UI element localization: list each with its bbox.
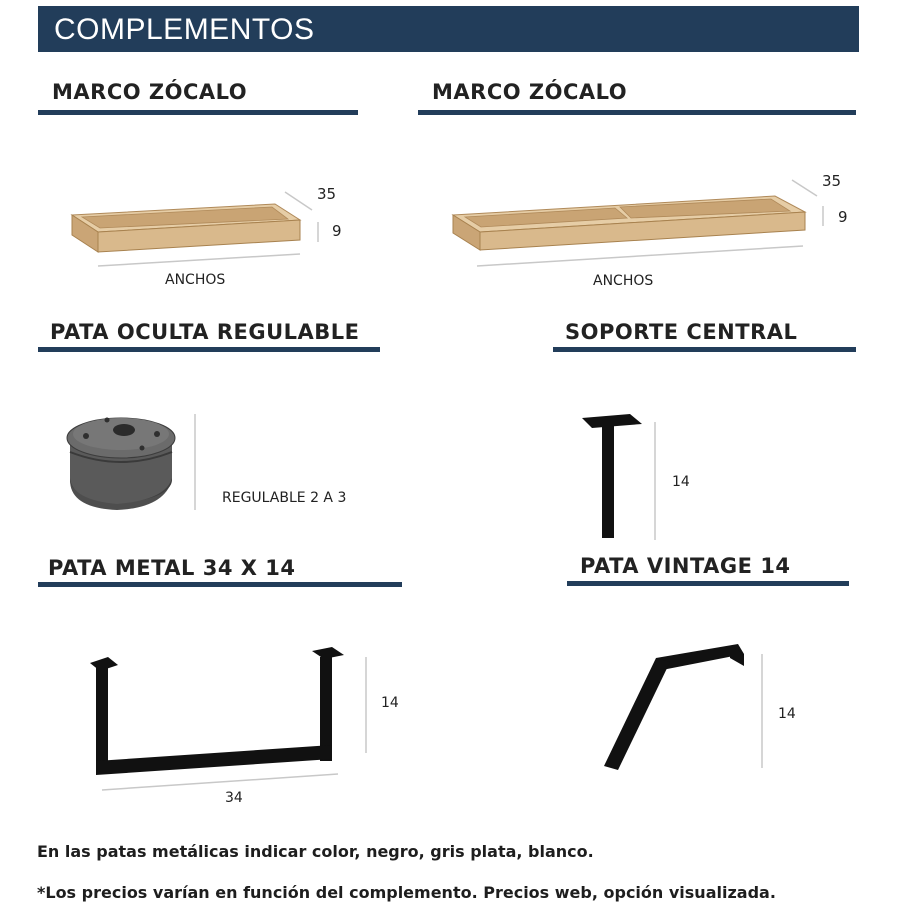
- pata-oculta-dimension: [188, 412, 202, 512]
- page-title: COMPLEMENTOS: [54, 13, 315, 46]
- section-title-marco-zocalo-2: MARCO ZÓCALO: [432, 80, 628, 104]
- section-title-pata-oculta: PATA OCULTA REGULABLE: [50, 320, 360, 344]
- marco-zocalo-2-height: 9: [838, 208, 848, 226]
- soporte-central-height: 14: [672, 474, 690, 490]
- section-divider: [553, 347, 856, 352]
- marco-zocalo-1-depth: 35: [317, 185, 337, 203]
- pata-metal-height-dimension: [359, 655, 373, 755]
- note-colors: En las patas metálicas indicar color, negro, gris plata, blanco.: [37, 842, 594, 861]
- pata-vintage-height: 14: [778, 706, 796, 722]
- section-title-soporte-central: SOPORTE CENTRAL: [565, 320, 798, 344]
- section-divider: [38, 582, 402, 587]
- pata-metal-illustration: [88, 645, 358, 790]
- pata-metal-height: 14: [381, 695, 399, 711]
- section-divider: [567, 581, 849, 586]
- section-divider: [38, 347, 380, 352]
- soporte-central-illustration: [578, 410, 648, 542]
- note-prices: *Los precios varían en función del complemento. Precios web, opción visualizada.: [37, 883, 776, 902]
- section-title-pata-metal: PATA METAL 34 X 14: [48, 556, 296, 580]
- marco-zocalo-1-height: 9: [332, 222, 342, 240]
- section-title-marco-zocalo-1: MARCO ZÓCALO: [52, 80, 248, 104]
- marco-zocalo-2-width-label: ANCHOS: [593, 273, 654, 289]
- pata-metal-width-dimension: [100, 770, 340, 794]
- marco-zocalo-2-depth: 35: [822, 172, 842, 190]
- soporte-central-dimension: [648, 420, 662, 542]
- pata-vintage-illustration: [600, 640, 750, 775]
- marco-zocalo-1-width-label: ANCHOS: [165, 272, 226, 288]
- section-divider: [38, 110, 358, 115]
- marco-zocalo-2-illustration: [445, 170, 845, 270]
- marco-zocalo-1-illustration: [60, 180, 320, 270]
- section-title-pata-vintage: PATA VINTAGE 14: [580, 554, 791, 578]
- pata-metal-width: 34: [225, 790, 243, 806]
- header-bar: [38, 6, 859, 52]
- pata-vintage-dimension: [755, 652, 769, 770]
- pata-oculta-range-label: REGULABLE 2 A 3: [222, 490, 347, 506]
- section-divider: [418, 110, 856, 115]
